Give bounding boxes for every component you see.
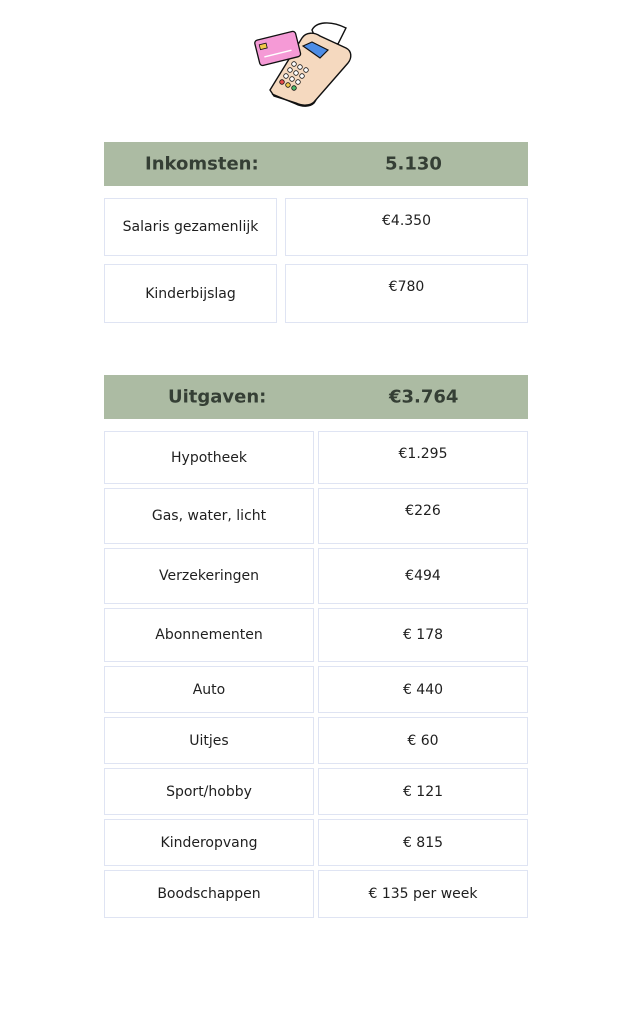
expense-row-name: Abonnementen	[104, 608, 314, 662]
expense-row-name: Verzekeringen	[104, 548, 314, 604]
expenses-total: €3.764	[389, 386, 459, 408]
expense-row-name: Hypotheek	[104, 431, 314, 484]
expense-row-name: Uitjes	[104, 717, 314, 764]
income-table	[104, 142, 528, 324]
expense-row-amount: € 60	[318, 717, 528, 764]
expenses-header	[104, 375, 528, 419]
expense-row-amount: €494	[318, 548, 528, 604]
expense-row-name: Sport/hobby	[104, 768, 314, 815]
expense-row-name: Gas, water, licht	[104, 488, 314, 544]
expense-row-name: Kinderopvang	[104, 819, 314, 866]
expense-row-amount: € 440	[318, 666, 528, 713]
expense-row-amount: € 135 per week	[318, 870, 528, 918]
expenses-table	[104, 375, 528, 918]
income-row-amount: €4.350	[285, 198, 528, 256]
income-header	[104, 142, 528, 186]
expense-row-amount: €1.295	[318, 431, 528, 484]
expenses-label: Uitgaven:	[168, 386, 267, 408]
income-total: 5.130	[385, 153, 442, 175]
expense-row-amount: € 121	[318, 768, 528, 815]
expense-row-amount: € 815	[318, 819, 528, 866]
expense-row-name: Boodschappen	[104, 870, 314, 918]
expense-row-amount: €226	[318, 488, 528, 544]
income-label: Inkomsten:	[145, 153, 259, 175]
expense-row-name: Auto	[104, 666, 314, 713]
income-row-name: Salaris gezamenlijk	[104, 198, 277, 256]
income-row-name: Kinderbijslag	[104, 264, 277, 323]
payment-terminal-icon	[250, 18, 360, 108]
expense-row-amount: € 178	[318, 608, 528, 662]
income-row-amount: €780	[285, 264, 528, 323]
